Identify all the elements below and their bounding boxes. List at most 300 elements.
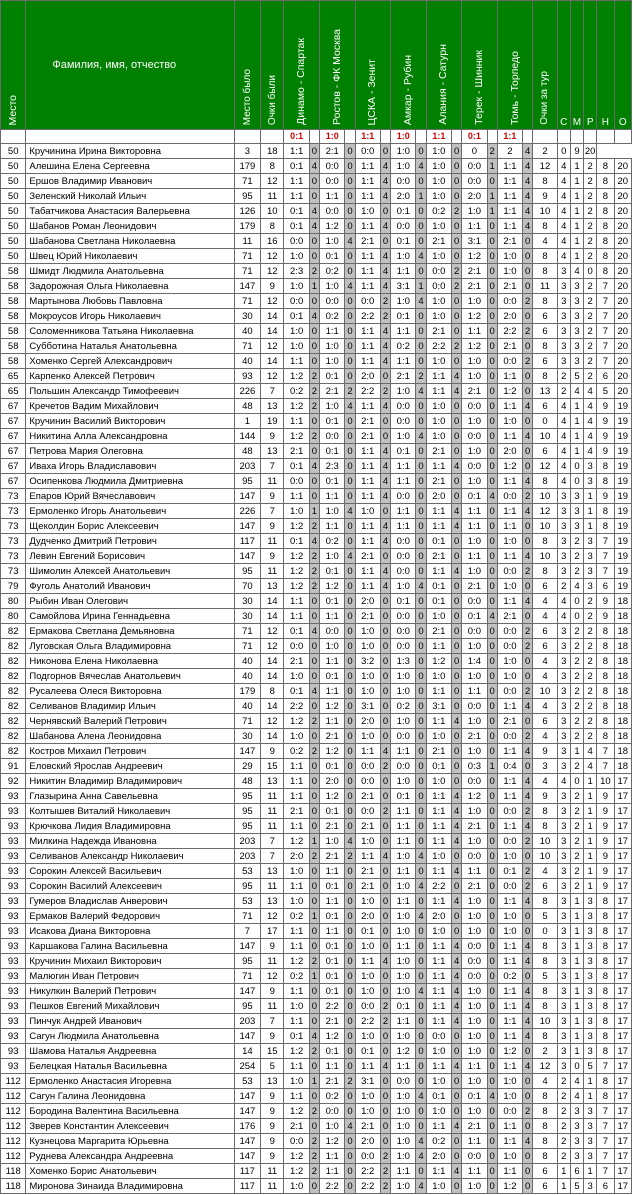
- prediction-3-cell: 0:0: [355, 144, 380, 159]
- r-cell: 1: [584, 834, 597, 849]
- header-match-3: ЦСКА - Зенит: [355, 1, 391, 130]
- o-cell: 17: [614, 1059, 631, 1074]
- c-cell: 4: [557, 219, 570, 234]
- prediction-4-cell: 2:1: [391, 369, 416, 384]
- place-cell: 65: [1, 369, 26, 384]
- r-cell: 5: [584, 1059, 597, 1074]
- points-5-cell: 0: [452, 309, 462, 324]
- prediction-5-cell: 1:1: [426, 1164, 451, 1179]
- prediction-6-cell: 0:0: [462, 1149, 487, 1164]
- tour-points-cell: 6: [533, 714, 557, 729]
- prev-place-cell: 147: [234, 1104, 260, 1119]
- points-3-cell: 2: [380, 999, 390, 1014]
- m-cell: 1: [570, 954, 583, 969]
- prediction-2-cell: 2:1: [320, 729, 345, 744]
- prev-place-cell: 71: [234, 714, 260, 729]
- table-row: [1, 384, 632, 399]
- m-cell: 2: [570, 699, 583, 714]
- prediction-6-cell: 1:1: [462, 519, 487, 534]
- r-cell: 3: [584, 1029, 597, 1044]
- tour-points-cell: 4: [533, 699, 557, 714]
- prediction-1-cell: 1:2: [284, 579, 309, 594]
- prediction-3-cell: 1:0: [355, 624, 380, 639]
- prediction-2-cell: 1:0: [320, 504, 345, 519]
- points-6-cell: 0: [487, 309, 497, 324]
- points-7-cell: 0: [523, 909, 533, 924]
- m-cell: 1: [570, 969, 583, 984]
- prediction-5-cell: 1:0: [426, 414, 451, 429]
- place-cell: 73: [1, 564, 26, 579]
- n-cell: 9: [597, 804, 614, 819]
- points-2-cell: 0: [345, 1014, 355, 1029]
- points-5-cell: 0: [452, 444, 462, 459]
- points-7-cell: 0: [523, 849, 533, 864]
- points-4-cell: 0: [416, 309, 426, 324]
- prediction-5-cell: 1:1: [426, 834, 451, 849]
- points-7-cell: 4: [523, 789, 533, 804]
- prev-points-cell: 9: [261, 279, 284, 294]
- prediction-6-cell: 1:0: [462, 744, 487, 759]
- points-2-cell: 0: [345, 999, 355, 1014]
- o-cell: 17: [614, 804, 631, 819]
- name-cell: Зеленский Николай Ильич: [26, 189, 234, 204]
- prediction-2-cell: 0:0: [320, 429, 345, 444]
- prediction-3-cell: 2:1: [355, 864, 380, 879]
- r-cell: 1: [584, 804, 597, 819]
- prediction-5-cell: 1:0: [426, 1044, 451, 1059]
- r-cell: 4: [584, 744, 597, 759]
- prediction-6-cell: 0:0: [462, 174, 487, 189]
- prediction-2-cell: 0:0: [320, 294, 345, 309]
- points-6-cell: 0: [487, 234, 497, 249]
- points-6-cell: 1: [487, 759, 497, 774]
- prediction-2-cell: 0:1: [320, 564, 345, 579]
- m-cell: 3: [570, 309, 583, 324]
- r-cell: 2: [584, 594, 597, 609]
- c-cell: 3: [557, 759, 570, 774]
- points-3-cell: 2: [380, 1014, 390, 1029]
- points-2-cell: 0: [345, 1029, 355, 1044]
- tour-points-cell: 4: [533, 1074, 557, 1089]
- name-cell: Белецкая Наталья Васильевна: [26, 1059, 234, 1074]
- prediction-5-cell: 1:0: [426, 729, 451, 744]
- prediction-1-cell: 1:0: [284, 999, 309, 1014]
- name-cell: Селиванов Владимир Ильич: [26, 699, 234, 714]
- m-cell: 1: [570, 189, 583, 204]
- prev-points-cell: 11: [261, 1179, 284, 1194]
- prediction-2-cell: 1:1: [320, 1149, 345, 1164]
- table-row: [1, 684, 632, 699]
- r-cell: 2: [584, 639, 597, 654]
- prediction-3-cell: 2:1: [355, 789, 380, 804]
- prediction-3-cell: 0:0: [355, 804, 380, 819]
- c-cell: 3: [557, 699, 570, 714]
- name-cell: Субботина Наталья Анатольевна: [26, 339, 234, 354]
- points-3-cell: 0: [380, 894, 390, 909]
- points-5-cell: 0: [452, 654, 462, 669]
- prev-place-cell: 30: [234, 609, 260, 624]
- r-cell: 2: [584, 369, 597, 384]
- c-cell: 3: [557, 309, 570, 324]
- prediction-3-cell: 0:0: [355, 294, 380, 309]
- prediction-1-cell: 0:1: [284, 1029, 309, 1044]
- prev-points-cell: 13: [261, 864, 284, 879]
- prediction-2-cell: 1:2: [320, 1029, 345, 1044]
- prev-points-cell: 12: [261, 639, 284, 654]
- prediction-5-cell: 1:0: [426, 1104, 451, 1119]
- points-4-cell: 0: [416, 534, 426, 549]
- points-5-cell: 4: [452, 834, 462, 849]
- points-6-cell: 0: [487, 954, 497, 969]
- points-3-cell: 4: [380, 399, 390, 414]
- place-cell: 118: [1, 1164, 26, 1179]
- points-2-cell: 0: [345, 669, 355, 684]
- c-cell: 3: [557, 1059, 570, 1074]
- prev-place-cell: 29: [234, 759, 260, 774]
- r-cell: 1: [584, 519, 597, 534]
- points-6-cell: 2: [487, 144, 497, 159]
- o-cell: 20: [614, 264, 631, 279]
- points-4-cell: 1: [416, 279, 426, 294]
- points-2-cell: 4: [345, 399, 355, 414]
- c-cell: 4: [557, 204, 570, 219]
- m-cell: 3: [570, 519, 583, 534]
- prediction-6-cell: 2:1: [462, 264, 487, 279]
- points-7-cell: 4: [523, 1014, 533, 1029]
- prediction-7-cell: 1:1: [497, 999, 522, 1014]
- points-7-cell: 4: [523, 999, 533, 1014]
- points-1-cell: 0: [309, 639, 319, 654]
- prediction-5-cell: 1:1: [426, 789, 451, 804]
- prediction-2-cell: 0:1: [320, 669, 345, 684]
- points-1-cell: 0: [309, 234, 319, 249]
- points-5-cell: 2: [452, 339, 462, 354]
- tour-points-cell: 10: [533, 849, 557, 864]
- prediction-7-cell: 1:1: [497, 744, 522, 759]
- prediction-6-cell: 1:0: [462, 534, 487, 549]
- r-cell: 1: [584, 789, 597, 804]
- prediction-3-cell: 2:1: [355, 1119, 380, 1134]
- actual-score-1: 0:1: [284, 130, 309, 144]
- prediction-4-cell: 1:0: [391, 249, 416, 264]
- prediction-5-cell: 1:1: [426, 714, 451, 729]
- points-5-cell: 4: [452, 864, 462, 879]
- prediction-4-cell: 0:1: [391, 204, 416, 219]
- prediction-5-cell: 1:0: [426, 189, 451, 204]
- m-cell: 0: [570, 594, 583, 609]
- n-cell: 8: [597, 174, 614, 189]
- table-row: [1, 669, 632, 684]
- prediction-7-cell: 1:1: [497, 1119, 522, 1134]
- prev-points-cell: 11: [261, 534, 284, 549]
- tour-points-cell: 6: [533, 1179, 557, 1194]
- points-2-cell: 0: [345, 939, 355, 954]
- prev-points-cell: 9: [261, 1029, 284, 1044]
- n-cell: 8: [597, 234, 614, 249]
- table-row: [1, 939, 632, 954]
- prev-place-cell: 147: [234, 1089, 260, 1104]
- o-cell: 17: [614, 1089, 631, 1104]
- n-cell: 8: [597, 984, 614, 999]
- points-1-cell: 2: [309, 564, 319, 579]
- place-cell: 93: [1, 819, 26, 834]
- points-4-cell: 0: [416, 324, 426, 339]
- prediction-3-cell: 2:2: [355, 384, 380, 399]
- prediction-7-cell: 1:2: [497, 384, 522, 399]
- c-cell: 3: [557, 939, 570, 954]
- points-3-cell: 4: [380, 579, 390, 594]
- points-4-cell: 0: [416, 264, 426, 279]
- points-7-cell: 0: [523, 249, 533, 264]
- points-6-cell: 0: [487, 684, 497, 699]
- c-cell: 3: [557, 864, 570, 879]
- m-cell: 1: [570, 939, 583, 954]
- points-2-cell: 4: [345, 279, 355, 294]
- points-5-cell: 0: [452, 474, 462, 489]
- prediction-4-cell: 1:0: [391, 144, 416, 159]
- prev-points-cell: 9: [261, 1119, 284, 1134]
- name-cell: Миронова Зинаида Владимировна: [26, 1179, 234, 1194]
- prediction-3-cell: 1:0: [355, 684, 380, 699]
- points-5-cell: 4: [452, 384, 462, 399]
- prediction-4-cell: 1:1: [391, 264, 416, 279]
- o-cell: 20: [614, 249, 631, 264]
- prediction-1-cell: 2:0: [284, 849, 309, 864]
- score-cell-blank: [584, 130, 597, 144]
- prediction-5-cell: 0:1: [426, 594, 451, 609]
- actual-score-3: 1:1: [355, 130, 380, 144]
- prediction-7-cell: 1:0: [497, 1149, 522, 1164]
- c-cell: 3: [557, 969, 570, 984]
- points-3-cell: 0: [380, 609, 390, 624]
- prev-points-cell: 14: [261, 699, 284, 714]
- points-1-cell: 0: [309, 699, 319, 714]
- points-6-cell: 0: [487, 1119, 497, 1134]
- place-cell: 58: [1, 294, 26, 309]
- points-4-cell: 0: [416, 819, 426, 834]
- n-cell: 8: [597, 1029, 614, 1044]
- prediction-4-cell: 1:0: [391, 1089, 416, 1104]
- points-5-cell: 4: [452, 789, 462, 804]
- place-cell: 50: [1, 249, 26, 264]
- c-cell: 4: [557, 429, 570, 444]
- points-3-cell: 0: [380, 834, 390, 849]
- r-cell: 3: [584, 564, 597, 579]
- points-4-cell: 0: [416, 1164, 426, 1179]
- tour-points-cell: 8: [533, 1029, 557, 1044]
- m-cell: 3: [570, 324, 583, 339]
- o-cell: 19: [614, 549, 631, 564]
- name-cell: Бородина Валентина Васильевна: [26, 1104, 234, 1119]
- c-cell: 3: [557, 819, 570, 834]
- prediction-1-cell: 1:1: [284, 1059, 309, 1074]
- score-cell-blank: [557, 130, 570, 144]
- prediction-7-cell: 0:0: [497, 879, 522, 894]
- prediction-3-cell: 1:1: [355, 579, 380, 594]
- points-4-cell: 0: [416, 669, 426, 684]
- prediction-4-cell: 1:0: [391, 159, 416, 174]
- points-4-cell: 2: [416, 369, 426, 384]
- points-5-cell: 0: [452, 1044, 462, 1059]
- prediction-2-cell: 2:1: [320, 849, 345, 864]
- points-4-cell: 0: [416, 759, 426, 774]
- n-cell: 8: [597, 1014, 614, 1029]
- prediction-4-cell: 1:1: [391, 939, 416, 954]
- r-cell: 2: [584, 609, 597, 624]
- prev-place-cell: 71: [234, 249, 260, 264]
- n-cell: 9: [597, 489, 614, 504]
- c-cell: 3: [557, 789, 570, 804]
- name-cell: Кручинин Василий Викторович: [26, 414, 234, 429]
- r-cell: 3: [584, 999, 597, 1014]
- prev-place-cell: 147: [234, 549, 260, 564]
- c-cell: 3: [557, 624, 570, 639]
- m-cell: 2: [570, 624, 583, 639]
- n-cell: 7: [597, 744, 614, 759]
- c-cell: 3: [557, 279, 570, 294]
- c-cell: 3: [557, 339, 570, 354]
- points-4-cell: 4: [416, 1179, 426, 1194]
- m-cell: 2: [570, 879, 583, 894]
- n-cell: 7: [597, 354, 614, 369]
- prev-points-cell: 12: [261, 369, 284, 384]
- place-cell: 82: [1, 714, 26, 729]
- points-4-cell: 0: [416, 459, 426, 474]
- points-1-cell: 1: [309, 969, 319, 984]
- prediction-3-cell: 2:1: [355, 549, 380, 564]
- place-cell: 73: [1, 519, 26, 534]
- points-5-cell: 0: [452, 909, 462, 924]
- points-4-cell: 0: [416, 1044, 426, 1059]
- prev-points-cell: 13: [261, 579, 284, 594]
- prev-place-cell: 71: [234, 294, 260, 309]
- prev-place-cell: 117: [234, 1164, 260, 1179]
- points-2-cell: 0: [345, 579, 355, 594]
- place-cell: 93: [1, 804, 26, 819]
- o-cell: 19: [614, 489, 631, 504]
- r-cell: 1: [584, 819, 597, 834]
- score-cell-blank: [487, 130, 497, 144]
- points-3-cell: 0: [380, 729, 390, 744]
- points-5-cell: 4: [452, 564, 462, 579]
- prediction-7-cell: 1:1: [497, 819, 522, 834]
- tour-points-cell: 12: [533, 1059, 557, 1074]
- o-cell: 17: [614, 924, 631, 939]
- prediction-3-cell: 1:1: [355, 174, 380, 189]
- prediction-5-cell: 1:0: [426, 609, 451, 624]
- r-cell: 1: [584, 864, 597, 879]
- points-5-cell: 0: [452, 234, 462, 249]
- prediction-3-cell: 2:0: [355, 1134, 380, 1149]
- points-4-cell: 0: [416, 414, 426, 429]
- prediction-4-cell: 0:1: [391, 594, 416, 609]
- n-cell: 8: [597, 189, 614, 204]
- points-4-cell: 0: [416, 564, 426, 579]
- prev-points-cell: 12: [261, 174, 284, 189]
- c-cell: 4: [557, 444, 570, 459]
- points-1-cell: 0: [309, 789, 319, 804]
- points-5-cell: 4: [452, 369, 462, 384]
- prev-place-cell: 70: [234, 579, 260, 594]
- points-3-cell: 4: [380, 324, 390, 339]
- tour-points-cell: 4: [533, 669, 557, 684]
- r-cell: 3: [584, 924, 597, 939]
- r-cell: 3: [584, 969, 597, 984]
- prediction-1-cell: 2:3: [284, 264, 309, 279]
- points-2-cell: 0: [345, 609, 355, 624]
- table-row: [1, 639, 632, 654]
- prediction-7-cell: 1:0: [497, 909, 522, 924]
- prediction-2-cell: 1:2: [320, 744, 345, 759]
- tour-points-cell: 5: [533, 969, 557, 984]
- prediction-6-cell: 0:0: [462, 429, 487, 444]
- prev-points-cell: 9: [261, 984, 284, 999]
- n-cell: 8: [597, 729, 614, 744]
- points-6-cell: 0: [487, 324, 497, 339]
- points-2-cell: 0: [345, 159, 355, 174]
- prediction-5-cell: 1:0: [426, 159, 451, 174]
- name-cell: Милкина Надежда Ивановна: [26, 834, 234, 849]
- prev-place-cell: 71: [234, 909, 260, 924]
- prev-points-cell: 19: [261, 414, 284, 429]
- place-cell: 58: [1, 324, 26, 339]
- points-1-cell: 0: [309, 414, 319, 429]
- points-3-cell: 0: [380, 774, 390, 789]
- prediction-3-cell: 2:1: [355, 414, 380, 429]
- n-cell: 9: [597, 429, 614, 444]
- o-cell: 17: [614, 1119, 631, 1134]
- points-5-cell: 4: [452, 504, 462, 519]
- o-cell: 18: [614, 624, 631, 639]
- o-cell: 20: [614, 294, 631, 309]
- m-cell: 4: [570, 264, 583, 279]
- points-5-cell: 0: [452, 144, 462, 159]
- table-row: [1, 579, 632, 594]
- points-3-cell: 0: [380, 234, 390, 249]
- points-6-cell: 0: [487, 1149, 497, 1164]
- prediction-4-cell: 1:0: [391, 669, 416, 684]
- points-1-cell: 0: [309, 594, 319, 609]
- prediction-4-cell: 1:0: [391, 579, 416, 594]
- points-2-cell: 0: [345, 309, 355, 324]
- table-row: [1, 819, 632, 834]
- points-4-cell: 1: [416, 189, 426, 204]
- points-7-cell: 4: [523, 549, 533, 564]
- prev-points-cell: 11: [261, 474, 284, 489]
- prediction-5-cell: 1:0: [426, 174, 451, 189]
- prediction-7-cell: 0:0: [497, 639, 522, 654]
- table-row: [1, 699, 632, 714]
- c-cell: 3: [557, 879, 570, 894]
- points-1-cell: 1: [309, 909, 319, 924]
- prediction-1-cell: 1:1: [284, 1089, 309, 1104]
- points-4-cell: 0: [416, 789, 426, 804]
- prediction-5-cell: 2:0: [426, 489, 451, 504]
- prediction-6-cell: 0:1: [462, 489, 487, 504]
- points-5-cell: 4: [452, 894, 462, 909]
- points-5-cell: 4: [452, 519, 462, 534]
- points-1-cell: 2: [309, 399, 319, 414]
- name-cell: Луговская Ольга Владимировна: [26, 639, 234, 654]
- prediction-1-cell: 1:2: [284, 429, 309, 444]
- points-7-cell: 4: [523, 744, 533, 759]
- prev-points-cell: 11: [261, 789, 284, 804]
- prev-points-cell: 9: [261, 519, 284, 534]
- prediction-3-cell: 0:1: [355, 1044, 380, 1059]
- prediction-7-cell: 0:2: [497, 969, 522, 984]
- points-6-cell: 0: [487, 714, 497, 729]
- prediction-2-cell: 1:1: [320, 489, 345, 504]
